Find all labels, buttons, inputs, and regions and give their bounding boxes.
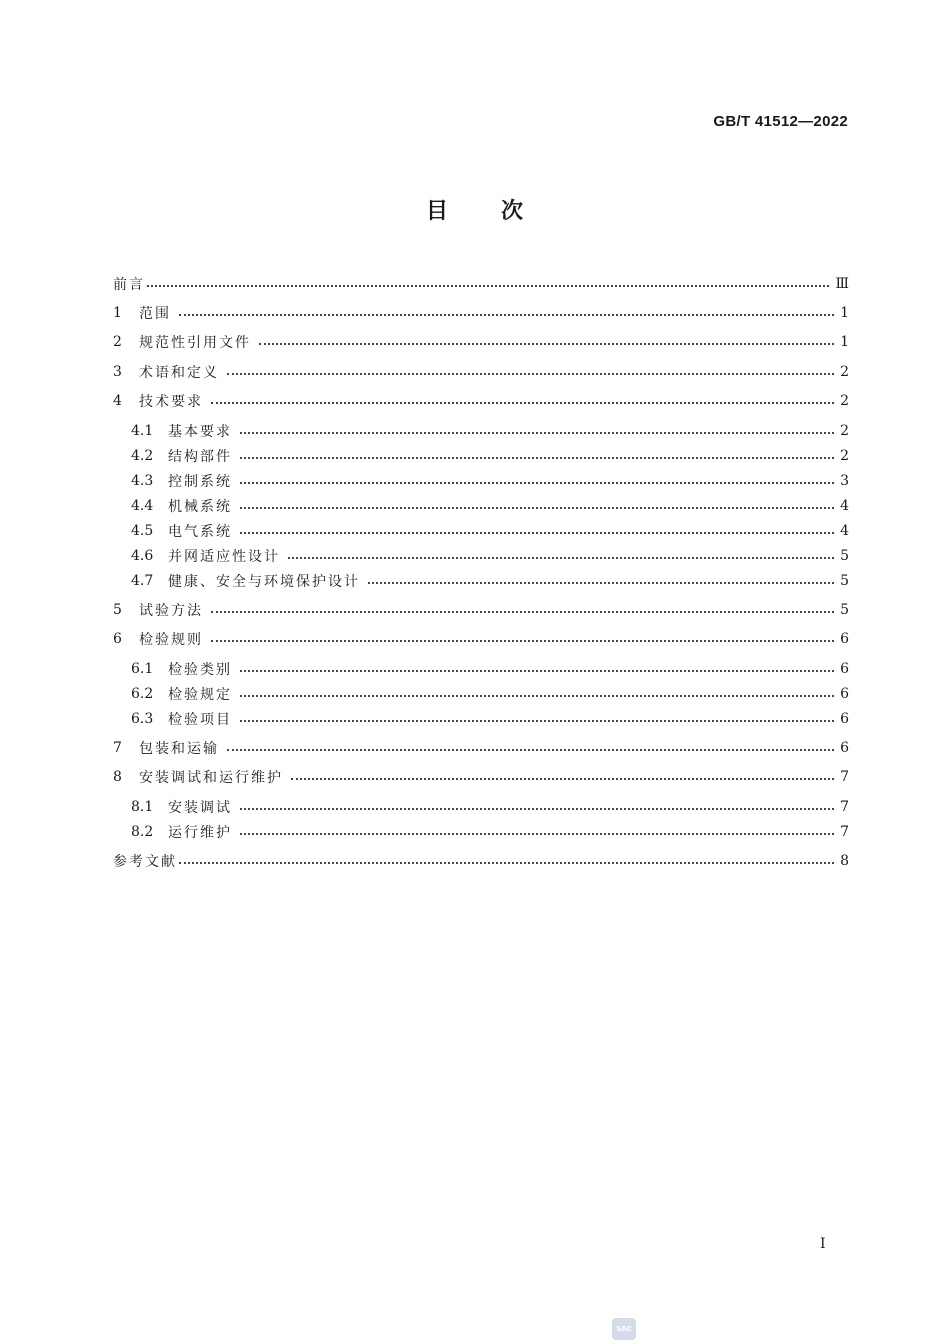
toc-entry-page: 3 — [840, 473, 849, 489]
toc-entry-page: 6 — [840, 661, 849, 677]
toc-entry[interactable] — [131, 821, 849, 843]
toc-entry-number: 1 — [113, 305, 122, 321]
toc-entry-label: 检验项目 — [168, 712, 232, 728]
toc-entry[interactable] — [113, 737, 849, 759]
toc-dot-leader — [240, 808, 834, 810]
toc-entry-number: 6.2 — [131, 686, 154, 702]
toc-entry-number: 4 — [113, 393, 122, 409]
toc-dot-leader — [211, 402, 834, 404]
toc-entry[interactable] — [113, 766, 849, 788]
toc-entry[interactable] — [131, 445, 849, 467]
toc-dot-leader — [147, 285, 829, 287]
toc-entry[interactable] — [131, 520, 849, 542]
toc-entry-label: 术语和定义 — [139, 365, 219, 381]
toc-entry-page: 5 — [840, 573, 849, 589]
toc-entry-label: 检验规则 — [139, 632, 203, 648]
toc-entry-label: 技术要求 — [139, 394, 203, 410]
toc-entry[interactable] — [113, 599, 849, 621]
toc-entry-label: 参考文献 — [113, 854, 177, 870]
toc-entry[interactable] — [131, 708, 849, 730]
toc-entry-label: 检验类别 — [168, 662, 232, 678]
toc-entry-label: 规范性引用文件 — [139, 335, 251, 351]
toc-entry-number: 4.1 — [131, 423, 154, 439]
toc-entry-number: 5 — [113, 602, 122, 618]
toc-entry-number: 7 — [113, 740, 122, 756]
toc-dot-leader — [227, 373, 834, 375]
toc-entry-page: 6 — [840, 711, 849, 727]
toc-dot-leader — [259, 343, 834, 345]
toc-dot-leader — [240, 670, 834, 672]
toc-dot-leader — [240, 432, 834, 434]
toc-entry-page: 8 — [840, 853, 849, 869]
toc-dot-leader — [288, 557, 834, 559]
toc-entry[interactable] — [113, 850, 849, 872]
toc-entry-label: 并网适应性设计 — [168, 549, 280, 565]
toc-dot-leader — [240, 720, 834, 722]
toc-entry-page: 7 — [840, 799, 849, 815]
page-title-part1: 目 — [425, 199, 449, 224]
toc-entry-page: 2 — [840, 423, 849, 439]
toc-entry-page: 2 — [840, 448, 849, 464]
toc-entry-label: 电气系统 — [168, 524, 232, 540]
toc-entry-number: 4.4 — [131, 498, 154, 514]
toc-entry-number: 4.2 — [131, 448, 154, 464]
page-title-part2: 次 — [501, 199, 525, 224]
toc-entry-number: 6 — [113, 631, 122, 647]
toc-entry-label: 机械系统 — [168, 499, 232, 515]
toc-entry-number: 3 — [113, 364, 122, 380]
toc-entry-label: 结构部件 — [168, 449, 232, 465]
toc-entry-number: 4.5 — [131, 523, 154, 539]
toc-entry-page: 6 — [840, 686, 849, 702]
toc-entry-page: 5 — [840, 602, 849, 618]
toc-entry[interactable] — [131, 658, 849, 680]
toc-entry[interactable] — [131, 470, 849, 492]
toc-dot-leader — [240, 507, 834, 509]
toc-entry-page: 1 — [840, 305, 849, 321]
toc-entry-page: 5 — [840, 548, 849, 564]
toc-entry-page: 6 — [840, 631, 849, 647]
toc-entry-number: 6.1 — [131, 661, 154, 677]
standard-code: GB/T 41512—2022 — [713, 113, 848, 130]
toc-entry-number: 4.7 — [131, 573, 154, 589]
toc-entry[interactable] — [131, 545, 849, 567]
toc-entry-label: 控制系统 — [168, 474, 232, 490]
toc-entry-page: 2 — [840, 393, 849, 409]
toc-entry-label: 运行维护 — [168, 825, 232, 841]
toc-entry-number: 8.1 — [131, 799, 154, 815]
toc-entry-label: 包装和运输 — [139, 741, 219, 757]
toc-entry-label: 检验规定 — [168, 687, 232, 703]
toc-entry-page: 7 — [840, 769, 849, 785]
toc-entry-label: 健康、安全与环境保护设计 — [168, 574, 360, 590]
toc-entry[interactable] — [113, 390, 849, 412]
toc-dot-leader — [291, 778, 834, 780]
toc-dot-leader — [240, 532, 834, 534]
toc-entry-number: 6.3 — [131, 711, 154, 727]
toc-entry-page: 7 — [840, 824, 849, 840]
toc-entry[interactable] — [113, 331, 849, 353]
toc-dot-leader — [211, 611, 834, 613]
toc-entry-page: 4 — [840, 523, 849, 539]
toc-dot-leader — [240, 457, 834, 459]
toc-entry-label: 试验方法 — [139, 603, 203, 619]
toc-entry-label: 前言 — [113, 277, 145, 293]
toc-entry[interactable] — [131, 796, 849, 818]
toc-dot-leader — [179, 314, 834, 316]
toc-dot-leader — [227, 749, 834, 751]
page-title — [0, 194, 950, 225]
toc-entry-label: 基本要求 — [168, 424, 232, 440]
toc-entry-page: Ⅲ — [835, 276, 849, 292]
toc-entry[interactable] — [131, 495, 849, 517]
toc-entry[interactable] — [113, 273, 849, 295]
toc-entry-label: 安装调试和运行维护 — [139, 770, 283, 786]
toc-entry[interactable] — [113, 628, 849, 650]
toc-entry-page: 4 — [840, 498, 849, 514]
toc-entry[interactable] — [131, 570, 849, 592]
toc-entry[interactable] — [131, 420, 849, 442]
toc-entry[interactable] — [113, 302, 849, 324]
toc-entry[interactable] — [131, 683, 849, 705]
toc-entry-label: 安装调试 — [168, 800, 232, 816]
toc-entry-label: 范围 — [139, 306, 171, 322]
toc-entry-number: 4.3 — [131, 473, 154, 489]
toc-entry-page: 2 — [840, 364, 849, 380]
sac-logo-icon: SAC — [612, 1318, 636, 1340]
toc-dot-leader — [240, 482, 834, 484]
toc-dot-leader — [179, 862, 834, 864]
toc-entry-number: 8 — [113, 769, 122, 785]
page-number: I — [820, 1236, 826, 1252]
toc-dot-leader — [240, 695, 834, 697]
toc-entry-number: 4.6 — [131, 548, 154, 564]
toc-entry-page: 1 — [840, 334, 849, 350]
toc-entry-page: 6 — [840, 740, 849, 756]
toc-entry-number: 2 — [113, 334, 122, 350]
toc-entry-number: 8.2 — [131, 824, 154, 840]
toc-dot-leader — [368, 582, 834, 584]
toc-entry[interactable] — [113, 361, 849, 383]
toc-dot-leader — [240, 833, 834, 835]
toc-dot-leader — [211, 640, 834, 642]
